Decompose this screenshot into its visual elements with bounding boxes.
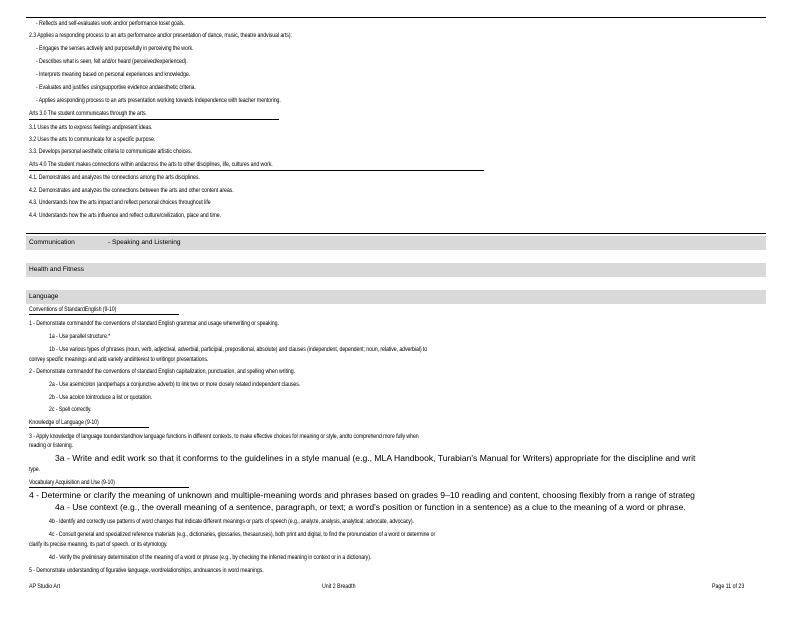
text-line: clarify its precise meaning, its part of speech, or its etymology. (29, 541, 168, 548)
line-3a: 3a - Write and edit work so that it conforms to the guidelines in a style manual (e.g., MLA Handbook, Turabian's Manual for Writers) appropriate for the discipline and writ (55, 453, 696, 463)
arts4-item: 4.3. Understands how the arts impact and reflect personal choices throughout life (29, 199, 211, 206)
text-line: 5 - Demonstrate understanding of figurative language, wordrelationships, andnuances in word meanings. (29, 567, 264, 574)
arts3-heading: Arts 3.0 The student communicates through the arts. (29, 110, 147, 117)
text-line: 2c - Spell correctly. (49, 406, 92, 413)
line-4-clip (0, 490, 762, 502)
knowledge-underline (29, 427, 149, 428)
conventions-underline (29, 314, 179, 315)
text-line: 1a - Use parallel structure.* (49, 333, 111, 340)
text-line: 4d - Verify the preliminary determination of the meaning of a word or phrase (e.g., by checking the inferred meaning in context or in a dictionary). (49, 554, 372, 561)
text-line: - Applies aresponding process to an arts presentation working towards independence with teacher mentoring. (36, 97, 281, 104)
text-line: 2a - Use asemicolon (andperhaps a conjunctive adverb) to link two or more closely related independent clauses. (49, 381, 301, 388)
health-label: Health and Fitness (29, 266, 84, 273)
arts3-item: 3.1 Uses the arts to express feelings andpresent ideas. (29, 124, 153, 131)
text-line: convey specific meanings and add variety andinterest to writingor presentations. (29, 356, 209, 363)
footer-right: Page 11 of 23 (712, 583, 745, 590)
footer-center: Unit 2 Breadth (322, 583, 356, 590)
text-line: 1 - Demonstrate commandof the conventions of standard English grammar and usage whenwriting or speaking. (29, 320, 279, 327)
arts4-item: 4.1. Demonstrates and analyzes the connections among the arts disciplines. (29, 174, 200, 181)
language-label: Language (29, 293, 59, 300)
conventions-heading: Conventions of StandardEnglish (9-10) (29, 306, 117, 313)
text-line: 2 - Demonstrate commandof the conventions of standard English capitalization, punctuation, and spelling when writing. (29, 368, 295, 375)
vocab-heading: Vocabulary Acquisition and Use (9-10) (29, 479, 115, 486)
arts3-underline (29, 119, 279, 120)
text-line: 2b - Use acolon tointroduce a list or quotation. (49, 394, 152, 401)
health-bar (26, 263, 766, 277)
text-line: 3 - Apply knowledge of language tounderstandhow language functions in different contexts, to make effective choices for meaning or style, andto comprehend more fully when (29, 433, 419, 440)
text-line: 1b - Use various types of phrases (noun, verb, adjectival, adverbial, participial, prepositional, absolute) and clauses (independent, dependent; noun, relative, adverbial) to (49, 346, 428, 353)
vocab-underline (29, 487, 189, 488)
communication-bar (26, 236, 766, 250)
language-bar (26, 290, 766, 304)
line-3a-wrap: type. (29, 466, 40, 473)
text-line: 4b - Identify and correctly use patterns of word changes that indicate different meanings or parts of speech (e.g., analyze, analysis, analytical; advocate, advocacy). (49, 518, 414, 525)
arts4-item: 4.4. Understands how the arts influence and reflect culture/civilization, place and time. (29, 212, 221, 219)
arts4-underline (29, 170, 484, 171)
arts3-item: 3.3. Develops personal aesthetic criteria to communicate artistic choices. (29, 148, 192, 155)
knowledge-heading: Knowledge of Language (9-10) (29, 419, 99, 426)
communication-sublabel: - Speaking and Listening (108, 239, 181, 246)
text-line: - Describes what is seen, felt and/or heard (perceived/experienced). (36, 58, 188, 65)
line-4a-clip (0, 502, 762, 514)
arts4-heading: Arts 4.0 The student makes connections within andacross the arts to other disciplines, life, cultures and work. (29, 161, 273, 168)
text-line: - Interprets meaning based on personal experiences and knowledge. (36, 71, 191, 78)
text-line: - Engages the senses actively and purposefully in perceiving the work. (36, 45, 194, 52)
arts4-item: 4.2. Demonstrates and analyzes the connections between the arts and other content areas. (29, 187, 234, 194)
text-line: reading or listening. (29, 442, 74, 449)
arts3-item: 3.2 Uses the arts to communicate for a specific purpose. (29, 136, 156, 143)
top-rule (26, 17, 766, 18)
communication-label: Communication (29, 239, 75, 246)
text-line: - Evaluates and justifies usingsupportive evidence andaesthetic criteria. (36, 84, 196, 91)
text-line: 2.3 Applies a responding process to an arts performance and/or presentation of dance, music, theatre andvisual arts): (29, 32, 292, 39)
line-4: 4 - Determine or clarify the meaning of unknown and multiple-meaning words and phrases based on grades 9–10 reading and content, choosing flexibly from a range of strateg (29, 490, 695, 500)
text-line: - Reflects and self-evaluates work and/or performance toset goals. (36, 20, 185, 27)
section-rule (26, 233, 766, 234)
line-3a-clip (0, 453, 762, 465)
footer-left: AP Studio Art (29, 583, 61, 590)
text-line: 4c - Consult general and specialized reference materials (e.g., dictionaries, glossaries, thesauruses), both print and digital, to find the pronunciation of a word or determine or (49, 531, 436, 538)
line-4a: 4a - Use context (e.g., the overall meaning of a sentence, paragraph, or text; a word's position or function in a sentence) as a clue to the meaning of a word or phrase. (55, 502, 686, 512)
